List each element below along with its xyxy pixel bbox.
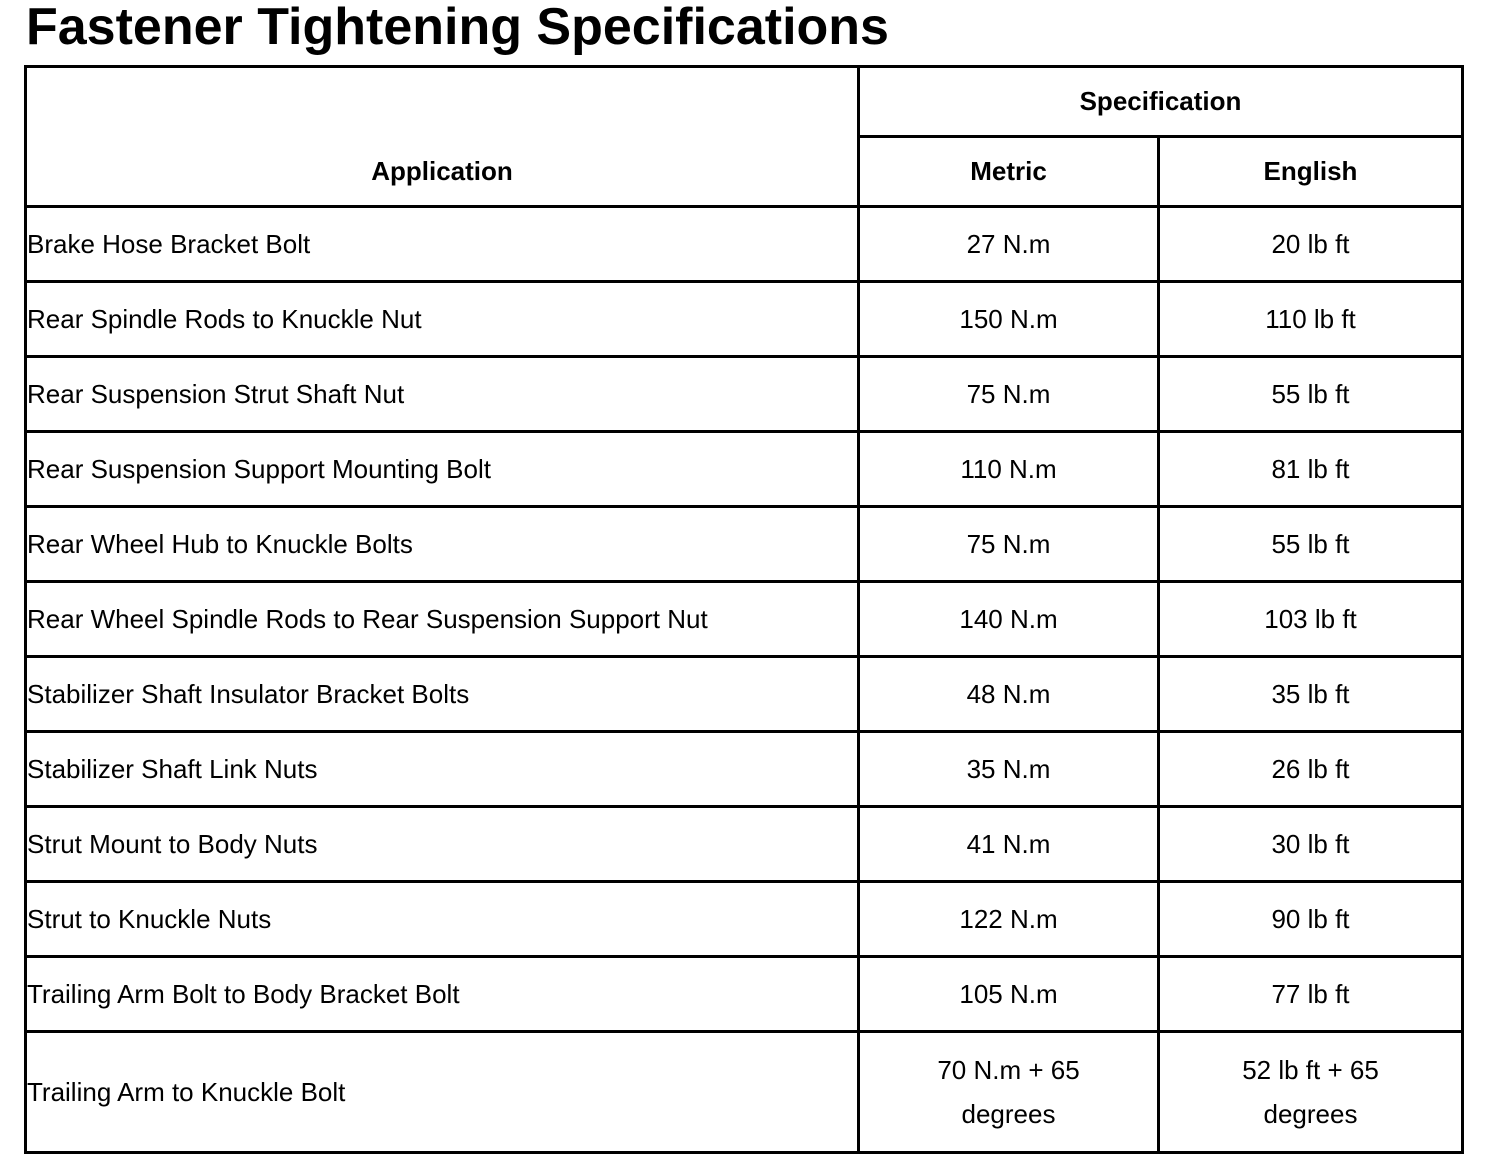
header-english: English — [1159, 137, 1463, 207]
application-cell: Rear Wheel Hub to Knuckle Bolts — [26, 507, 859, 582]
table-row — [26, 582, 1463, 657]
english-value: 52 lb ft + 65 degrees — [1242, 1055, 1379, 1129]
metric-cell: 140 N.m — [859, 582, 1159, 657]
english-cell — [1159, 1032, 1463, 1153]
table-row — [26, 1032, 1463, 1153]
english-cell: 35 lb ft — [1159, 657, 1463, 732]
table-row — [26, 207, 1463, 282]
metric-cell: 122 N.m — [859, 882, 1159, 957]
application-cell: Rear Suspension Support Mounting Bolt — [26, 432, 859, 507]
application-cell: Stabilizer Shaft Insulator Bracket Bolts — [26, 657, 859, 732]
metric-cell: 75 N.m — [859, 507, 1159, 582]
english-cell: 103 lb ft — [1159, 582, 1463, 657]
application-cell: Rear Spindle Rods to Knuckle Nut — [26, 282, 859, 357]
english-cell: 55 lb ft — [1159, 507, 1463, 582]
header-specification: Specification — [859, 67, 1463, 137]
metric-value: 70 N.m + 65 degrees — [937, 1055, 1080, 1129]
metric-cell: 35 N.m — [859, 732, 1159, 807]
application-cell: Strut Mount to Body Nuts — [26, 807, 859, 882]
application-cell: Rear Suspension Strut Shaft Nut — [26, 357, 859, 432]
english-cell: 20 lb ft — [1159, 207, 1463, 282]
page-title: Fastener Tightening Specifications — [26, 0, 889, 56]
table-row — [26, 282, 1463, 357]
metric-cell: 105 N.m — [859, 957, 1159, 1032]
english-cell: 30 lb ft — [1159, 807, 1463, 882]
metric-cell: 27 N.m — [859, 207, 1159, 282]
metric-cell: 48 N.m — [859, 657, 1159, 732]
table-row — [26, 432, 1463, 507]
english-cell: 77 lb ft — [1159, 957, 1463, 1032]
header-application: Application — [26, 67, 859, 207]
application-cell: Strut to Knuckle Nuts — [26, 882, 859, 957]
table-row — [26, 732, 1463, 807]
table-row — [26, 657, 1463, 732]
application-cell: Trailing Arm Bolt to Body Bracket Bolt — [26, 957, 859, 1032]
application-cell: Stabilizer Shaft Link Nuts — [26, 732, 859, 807]
english-cell: 26 lb ft — [1159, 732, 1463, 807]
table-row — [26, 357, 1463, 432]
english-cell: 55 lb ft — [1159, 357, 1463, 432]
metric-cell — [859, 1032, 1159, 1153]
table-row — [26, 507, 1463, 582]
application-cell: Trailing Arm to Knuckle Bolt — [26, 1032, 859, 1153]
header-metric: Metric — [859, 137, 1159, 207]
english-cell: 90 lb ft — [1159, 882, 1463, 957]
table-row — [26, 957, 1463, 1032]
application-cell: Rear Wheel Spindle Rods to Rear Suspension Support Nut — [26, 582, 859, 657]
table-row — [26, 882, 1463, 957]
metric-cell: 41 N.m — [859, 807, 1159, 882]
metric-cell: 150 N.m — [859, 282, 1159, 357]
english-cell: 110 lb ft — [1159, 282, 1463, 357]
metric-cell: 75 N.m — [859, 357, 1159, 432]
metric-cell: 110 N.m — [859, 432, 1159, 507]
fastener-spec-table — [24, 65, 1464, 1154]
table-row — [26, 807, 1463, 882]
application-cell: Brake Hose Bracket Bolt — [26, 207, 859, 282]
english-cell: 81 lb ft — [1159, 432, 1463, 507]
